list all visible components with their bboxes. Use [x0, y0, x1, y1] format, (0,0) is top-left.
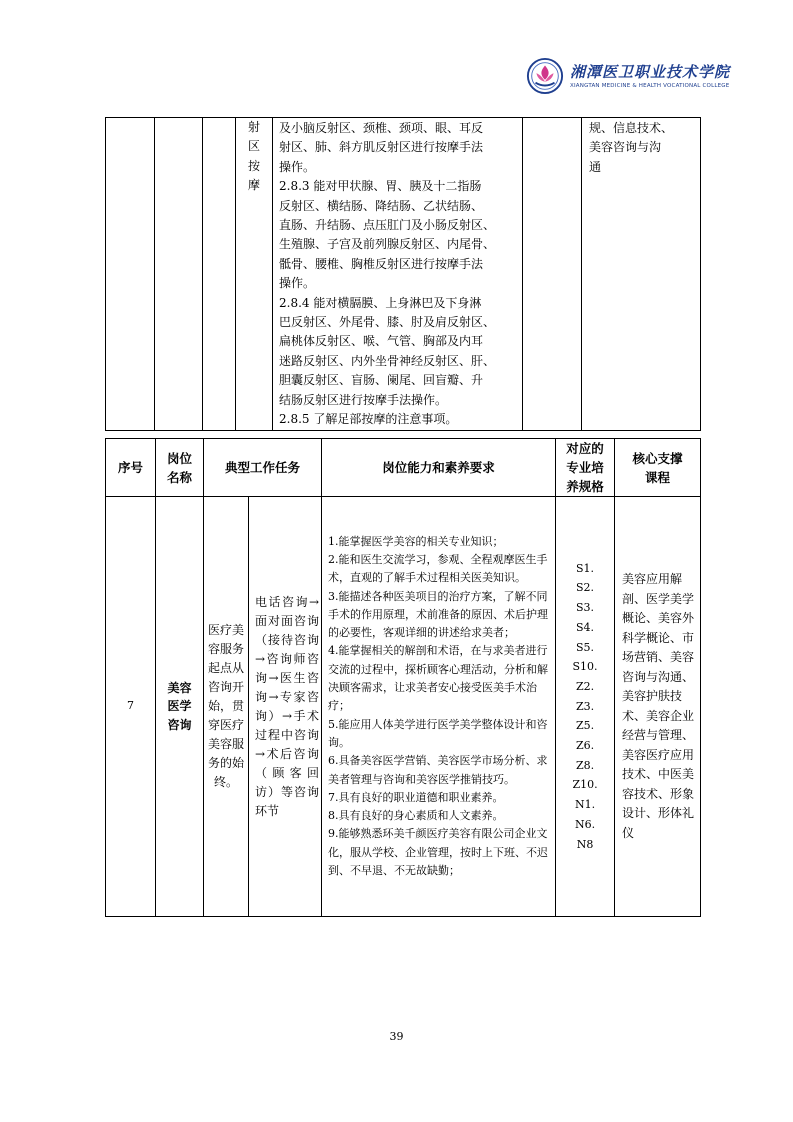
ability-line: 骶骨、腰椎、胸椎反射区进行按摩手法 [279, 256, 484, 271]
header-tasks: 典型工作任务 [204, 439, 322, 497]
ability-line: 2.8.4 能对横膈膜、上身淋巴及下身淋 [279, 295, 482, 310]
header-ability: 岗位能力和素养要求 [322, 439, 556, 497]
ability-line: 扁桃体反射区、喉、气管、胸部及内耳 [279, 334, 484, 349]
ability-item: 2.能和医生交流学习，参观、全程观摩医生手术，直观的了解手术过程相关医美知识。 [328, 552, 548, 585]
row-courses [615, 497, 701, 917]
course-line: 通 [589, 159, 602, 174]
header-position [156, 439, 204, 497]
course-line: 美容咨询与沟 [589, 140, 662, 155]
ability-item: 4.能掌握相关的解剖和术语，在与求美者进行交流的过程中，探析顾客心理活动，分析和解决顾客需求，让求美者安心接受医美手术治疗； [328, 644, 549, 713]
empty-cell [523, 118, 582, 431]
header-spec-line: 专业培 [566, 460, 604, 475]
row-seq: 7 [106, 497, 156, 917]
header-spec [556, 439, 615, 497]
spec-item: Z10. [572, 778, 598, 792]
task-label-char: 按 [248, 158, 261, 173]
spec-item: Z3. [575, 699, 595, 713]
college-name-cn: 湘潭医卫职业技术学院 [570, 63, 731, 81]
course-cell [582, 118, 701, 431]
row-specs [556, 497, 615, 917]
task-label-char: 射 [248, 120, 261, 134]
task-label-char: 摩 [248, 178, 261, 193]
ability-line: 结肠反射区进行按摩手法操作。 [279, 392, 448, 407]
header-course [615, 439, 701, 497]
position-line: 医学 [167, 699, 192, 714]
courses-text: 美容应用解剖、医学美学概论、美容外科学概论、市场营销、美容咨询与沟通、美容护肤技术、美容企业经营与管理、美容医疗应用技术、中医美容技术、形象设计、形体礼仪 [622, 572, 695, 840]
ability-line: 巴反射区、外尾骨、膝、肘及肩反射区、 [279, 315, 496, 330]
college-emblem-icon [526, 57, 564, 95]
ability-line: 反射区、横结肠、降结肠、乙状结肠、 [279, 198, 484, 213]
spec-item: Z6. [575, 739, 595, 753]
header-course-line: 核心支撑 [632, 450, 683, 466]
task-detail-text: 电话咨询→面对面咨询（接待咨询→咨询师咨询→医生咨询→专家咨询）→手术过程中咨询→术后咨询（顾客回访）等咨询环节 [255, 594, 320, 818]
ability-line: 操作。 [279, 159, 316, 174]
ability-item: 8.具有良好的身心素质和人文素养。 [328, 809, 504, 823]
spec-item: Z5. [575, 719, 595, 733]
header-position-line: 岗位 [166, 450, 192, 466]
ability-item: 5.能应用人体美学进行医学美学整体设计和咨询。 [328, 717, 548, 749]
ability-cell [273, 118, 523, 431]
continuation-table [105, 117, 701, 431]
task-label-cell [236, 118, 273, 431]
row-position [156, 497, 204, 917]
header-seq: 序号 [106, 439, 156, 497]
spec-item: S10. [572, 660, 598, 674]
header-row [106, 439, 701, 497]
header-spec-line: 养规格 [566, 479, 604, 494]
ability-line: 及小脑反射区、颈椎、颈项、眼、耳反 [279, 121, 484, 135]
empty-cell [155, 118, 203, 431]
table-row [106, 497, 701, 917]
spec-item: Z8. [575, 758, 595, 772]
spec-item: S5. [576, 640, 595, 654]
spec-item: S2. [576, 581, 595, 595]
college-logo [526, 54, 731, 98]
spec-item: Z2. [575, 679, 595, 693]
empty-cell [106, 118, 155, 431]
ability-item: 6.具备美容医学营销、美容医学市场分析、求美者管理与咨询和美容医学推销技巧。 [328, 754, 548, 786]
task-label-char: 区 [248, 139, 261, 154]
ability-line: 直肠、升结肠、点压肛门及小肠反射区、 [279, 218, 496, 233]
header-course-line: 课程 [645, 469, 671, 485]
page-number: 39 [389, 1030, 404, 1043]
course-line: 规、信息技术、 [589, 121, 674, 135]
ability-item: 3.能描述各种医美项目的治疗方案，了解不同手术的作用原理，术前准备的原因、术后护理的必要性，客观详细的讲述给求美者； [328, 589, 549, 640]
ability-item: 7.具有良好的职业道德和职业素养。 [328, 790, 504, 804]
ability-item: 9.能够熟悉环美千颜医疗美容有限公司企业文化，服从学校、企业管理，按时上下班、不迟到、不早退、不无故缺勤； [328, 827, 549, 878]
spec-item: N8 [576, 837, 594, 851]
spec-item: N1. [574, 798, 596, 812]
task-main-text: 医疗美容服务起点从咨询开始，贯穿医疗美容服务的始终。 [207, 623, 244, 789]
ability-line: 生殖腺、子宫及前列腺反射区、内尾骨、 [279, 237, 496, 252]
spec-item: S1. [576, 561, 595, 575]
spec-item: S3. [576, 601, 595, 615]
ability-line: 胆囊反射区、盲肠、阑尾、回盲瓣、升 [279, 373, 484, 388]
ability-line: 射区、肺、斜方肌反射区进行按摩手法 [279, 140, 484, 155]
ability-line: 迷路反射区、内外坐骨神经反射区、肝、 [279, 353, 496, 368]
college-name-en: XIANGTAN MEDICINE & HEALTH VOCATIONAL COLLEGE [570, 83, 730, 89]
position-line: 美容 [167, 681, 192, 696]
position-table [105, 438, 701, 917]
position-line: 咨询 [167, 717, 192, 732]
ability-line: 2.8.3 能对甲状腺、胃、胰及十二指肠 [279, 179, 482, 194]
row-task-detail [249, 497, 322, 917]
header-position-line: 名称 [166, 469, 192, 485]
header-spec-line: 对应的 [566, 441, 604, 456]
spec-item: N6. [574, 817, 596, 831]
row-abilities [322, 497, 556, 917]
row-task-main [204, 497, 249, 917]
ability-line: 操作。 [279, 276, 316, 291]
empty-cell [203, 118, 236, 431]
ability-line: 2.8.5 了解足部按摩的注意事项。 [279, 412, 458, 427]
ability-item: 1.能掌握医学美容的相关专业知识； [328, 534, 504, 548]
spec-item: S4. [576, 620, 595, 634]
